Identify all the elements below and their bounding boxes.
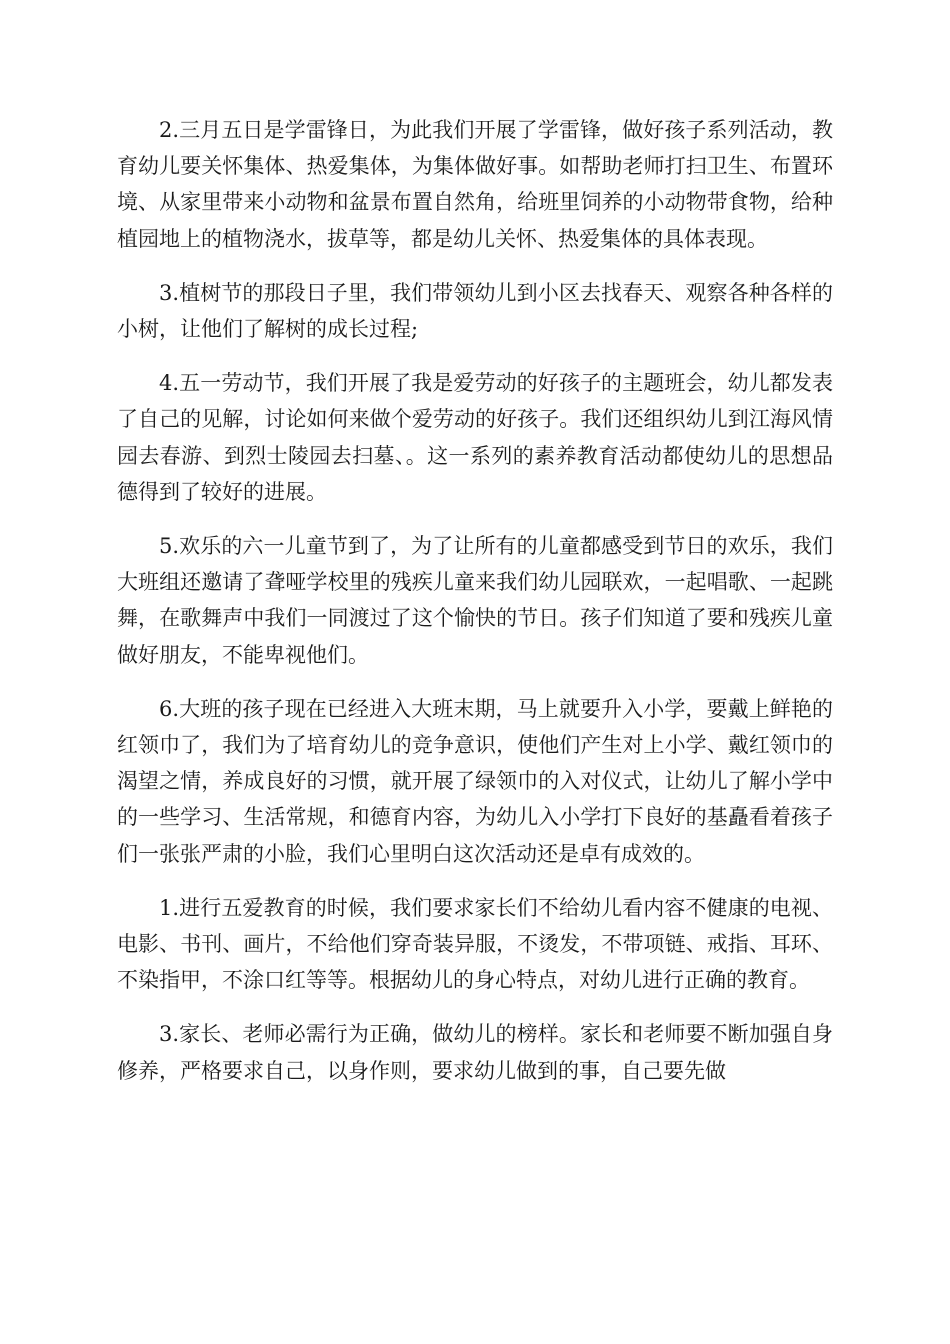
document-page — [117, 112, 833, 1107]
paragraph-lei-feng-day: 2.三月五日是学雷锋日，为此我们开展了学雷锋，做好孩子系列活动，教育幼儿要关怀集体、热爱集体，为集体做好事。如帮助老师打扫卫生、布置环境、从家里带来小动物和盆景布置自然角，给班里饲养的小动物带食物，给种植园地上的植物浇水，拔草等，都是幼儿关怀、热爱集体的具体表现。 — [117, 118, 833, 251]
paragraph-labor-day: 4.五一劳动节，我们开展了我是爱劳动的好孩子的主题班会，幼儿都发表了自己的见解，讨论如何来做个爱劳动的好孩子。我们还组织幼儿到江海风情园去春游、到烈士陵园去扫墓、。这一系列的素养教育活动都使幼儿的思想品德得到了较好的进展。 — [117, 371, 833, 504]
paragraph-red-scarf: 6.大班的孩子现在已经进入大班末期，马上就要升入小学，要戴上鲜艳的红领巾了，我们为了培育幼儿的竞争意识，使他们产生对上小学、戴红领巾的渴望之情，养成良好的习惯，就开展了绿领巾的入对仪式，让幼儿了解小学中的一些学习、生活常规，和德育内容，为幼儿入小学打下良好的基矗看着孩子们一张张严肃的小脸，我们心里明白这次活动还是卓有成效的。 — [117, 696, 833, 866]
paragraph-role-models: 3.家长、老师必需行为正确，做幼儿的榜样。家长和老师要不断加强自身修养，严格要求自己，以身作则，要求幼儿做到的事，自己要先做 — [117, 1022, 833, 1083]
paragraph-five-loves-education: 1.进行五爱教育的时候，我们要求家长们不给幼儿看内容不健康的电视、电影、书刊、画片，不给他们穿奇装异服，不烫发，不带项链、戒指、耳环、不染指甲，不涂口红等等。根据幼儿的身心特点，对幼儿进行正确的教育。 — [117, 895, 833, 993]
paragraph-childrens-day: 5.欢乐的六一儿童节到了，为了让所有的儿童都感受到节日的欢乐，我们大班组还邀请了聋哑学校里的残疾儿童来我们幼儿园联欢，一起唱歌、一起跳舞，在歌舞声中我们一同渡过了这个愉快的节日。孩子们知道了要和残疾儿童做好朋友，不能卑视他们。 — [117, 534, 833, 667]
paragraph-arbor-day: 3.植树节的那段日子里，我们带领幼儿到小区去找春天、观察各种各样的小树，让他们了解树的成长过程; — [117, 280, 833, 342]
